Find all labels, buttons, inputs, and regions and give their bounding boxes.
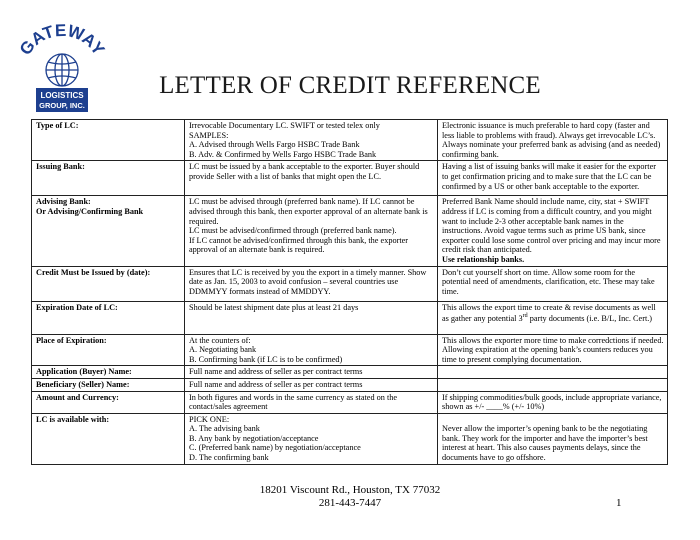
row-note [438,413,668,464]
table-row [32,378,668,391]
table-row [32,366,668,379]
note-emphasis: Use relationship banks. [442,254,525,264]
logo-line-2: LOGISTICS [40,91,84,100]
footer-phone: 281-443-7447 [318,497,382,509]
row-label [32,366,185,379]
row-label-text: Beneficiary (Seller) Name: [36,379,130,389]
row-note [438,378,668,391]
row-label [32,301,185,334]
table-row [32,266,668,301]
detail-line: If LC cannot be advised/confirmed through this bank, the exporter approval of an alternate bank is required. [189,235,409,255]
company-logo [6,14,118,120]
row-label [32,196,185,266]
row-label-text: Expiration Date of LC: [36,302,118,312]
row-label-text: Amount and Currency: [36,392,119,402]
row-detail [185,266,438,301]
row-label [32,120,185,161]
page-title: LETTER OF CREDIT REFERENCE [159,72,541,99]
table-row [32,391,668,413]
table-row [32,161,668,196]
row-label [32,378,185,391]
note-text: This allows the export time to create & revise documents as well as gather any potential 3 [442,302,656,323]
row-note [438,391,668,413]
row-detail [185,334,438,366]
table-row [32,301,668,334]
detail-line: A. The advising bank [189,424,260,434]
row-detail [185,161,438,196]
row-label-text: Issuing Bank: [36,162,85,172]
detail-line: Ensures that LC is received by you the export in a timely manner. Show date as Jan. 15, 2003 to avoid confusion – several countries use DDMMYY formats instead of MMDDYY. [189,267,427,296]
detail-line: A. Negotiating bank [189,345,257,355]
row-note [438,196,668,266]
logo-arc-text: GATEWAY [15,20,109,59]
row-note [438,366,668,379]
detail-line: LC must be issued by a bank acceptable to the exporter. Buyer should provide Seller with a list of banks that might open the LC. [189,162,420,181]
note-line: If shipping commodities/bulk goods, include appropriate variance, shown as +/- ____% (+/- 10%) [442,392,662,412]
row-label-text: Application (Buyer) Name: [36,367,132,377]
table-row [32,196,668,266]
row-label [32,266,185,301]
note-line: Don’t cut yourself short on time. Allow some room for the potential need of amendments, clarification, etc. These may take time. [442,267,655,296]
table-row [32,334,668,366]
row-label-text-secondary: Or Advising/Confirming Bank [36,206,144,216]
note-text: party documents (i.e. B/L, Inc. Cert.) [527,313,653,323]
detail-line: B. Adv. & Confirmed by Wells Fargo HSBC Trade Bank [189,149,377,159]
row-detail [185,378,438,391]
row-label [32,334,185,366]
note-line: This allows the exporter more time to make corredctions if needed. Allowing expiration at the opening bank’s counters reduces you time to present complying documentation. [442,335,664,364]
note-line: Having a list of issuing banks will make it easier for the exporter to get confirmation pricing and to make sure that the LC can be confirmed by a US or other bank acceptable to the exporter. [442,162,656,191]
row-note [438,161,668,196]
row-note [438,301,668,334]
table-row [32,413,668,464]
detail-line: B. Any bank by negotiation/acceptance [189,433,319,443]
note-superscript: rd [522,313,528,320]
detail-line: PICK ONE: [189,414,230,424]
note-line [442,303,664,324]
row-label [32,161,185,196]
row-detail [185,120,438,161]
detail-line: Full name and address of seller as per contract terms [189,379,363,389]
detail-line: LC must be advised through (preferred bank name). If LC cannot be advised through this bank, then exporter approval of an alternate bank is required. [189,197,428,226]
row-note [438,120,668,161]
row-label [32,413,185,464]
detail-line: LC must be advised/confirmed through (preferred bank name). [189,226,397,236]
row-note [438,266,668,301]
row-label-text: Credit Must be Issued by (date): [36,267,151,277]
footer-address: 18201 Viscount Rd., Houston, TX 77032 [259,484,441,496]
note-line [442,415,664,425]
row-detail [185,391,438,413]
detail-line: SAMPLES: [189,130,229,140]
detail-line: Full name and address of seller as per contract terms [189,367,363,377]
page-number: 1 [616,497,622,509]
detail-line: A. Advised through Wells Fargo HSBC Trade Bank [189,140,360,150]
logo-line-3: GROUP, INC. [39,101,85,110]
detail-line: At the counters of: [189,335,251,345]
note-line: Preferred Bank Name should include name, city, stat + SWIFT address if LC is coming from a difficult country, and you might want to include 2-3 other acceptable bank names in the instructions. Avoid vague terms such as prime US bank, since exporter could lose some control over pricing and may incur more credit risk than anticipated. [442,197,661,255]
detail-line: D. The confirming bank [189,453,269,463]
detail-line: Should be latest shipment date plus at least 21 days [189,302,359,312]
row-note [438,334,668,366]
table-row [32,120,668,161]
row-label-text: Type of LC: [36,121,79,130]
detail-line: B. Confirming bank (if LC is to be confirmed) [189,354,343,364]
row-detail [185,413,438,464]
row-detail [185,196,438,266]
detail-line: C. (Preferred bank name) by negotiation/acceptance [189,443,361,453]
note-line: Electronic issuance is much preferable to hard copy (faster and less liable to problems with fraud). Always get irrevocable LC’s. Always nominate your preferred bank as advising (and as needed) confirming bank. [442,121,661,159]
reference-table [31,119,668,465]
row-label-text: LC is available with: [36,414,110,424]
row-detail [185,301,438,334]
row-label [32,391,185,413]
detail-line: Irrevocable Documentary LC. SWIFT or tested telex only [189,121,380,130]
note-line: Never allow the importer’s opening bank to be the negotiating bank. They work for the importer and have the importer’s best interest at heart. This also causes payments delays, since the documents have to go offshore. [442,424,648,463]
row-detail [185,366,438,379]
row-label-text: Advising Bank: [36,197,91,207]
footer [0,484,700,510]
detail-line: In both figures and words in the same currency as stated on the contact/sales agreement [189,392,398,412]
row-label-text: Place of Expiration: [36,335,107,345]
